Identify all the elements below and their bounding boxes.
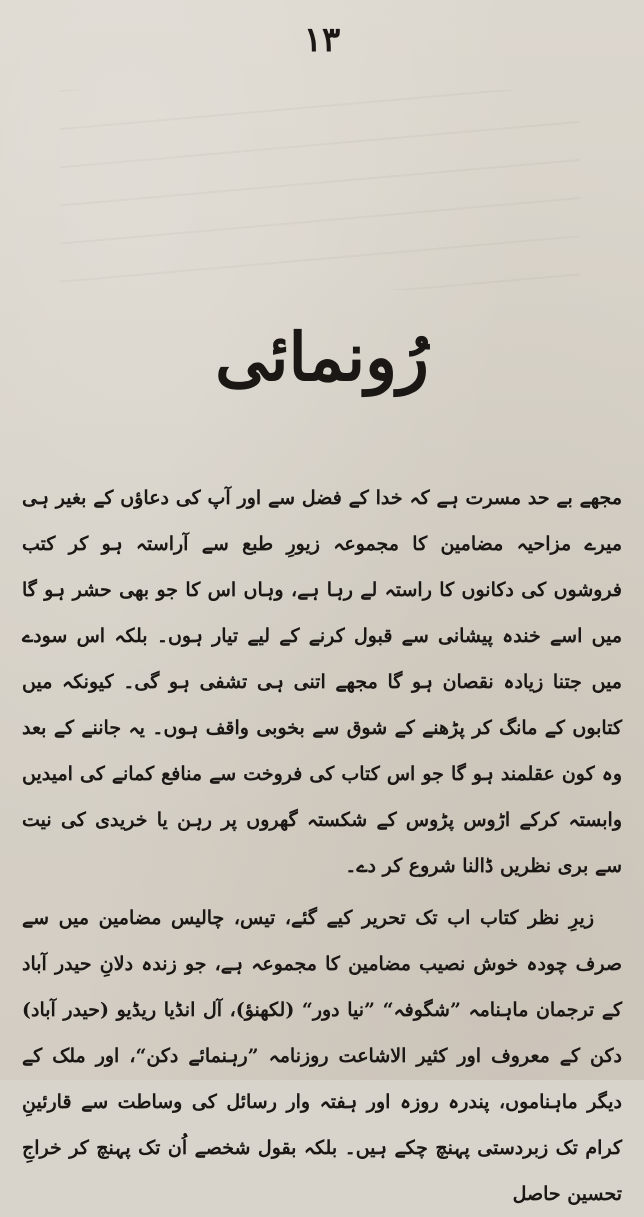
paragraph: زیرِ نظر کتاب اب تک تحریر کیے گئے، تیس، چالیس مضامین میں سے صرف چودہ خوش نصیب مضامین کا مجموعہ ہے، جو زندہ دلانِ حیدر آباد کے ترجمان ماہنامہ ”شگوفہ“ ”نیا دور“ (لکھنؤ)، آل انڈیا ریڈیو (حیدر آباد) دکن کے معروف اور کثیر الاشاعت روزنامہ ”رہنمائے دکن“، اور ملک کے دیگر ماہناموں، پندرہ روزہ اور ہفتہ وار رسائل کی وساطت سے قارئینِ کرام تک زبردستی پہنچ چکے ہیں۔ بلکہ بقول شخصے اُن تک پہنچ کر خراجِ تحسین حاصل [22,907,622,1205]
body-text [22,475,622,1217]
page-number: ١٣ [303,20,341,60]
page-title: رُونمائی [215,318,429,396]
paragraph: مجھے بے حد مسرت ہے کہ خدا کے فضل سے اور آپ کی دعاؤں کے بغیر ہی میرے مزاحیہ مضامین کا مجموعہ زیورِ طبع سے آراستہ ہو کر کتب فروشوں کی دکانوں کا راستہ لے رہا ہے، وہاں اس کا جو بھی حشر ہو گا میں اسے خندہ پیشانی سے قبول کرنے کے لیے تیار ہوں۔ بلکہ اس سودے میں جتنا زیادہ نقصان ہو گا مجھے اتنی ہی تشفی ہو گی۔ کیونکہ میں کتابوں کے مانگ کر پڑھنے کے شوق سے بخوبی واقف ہوں۔ یہ جاننے کے بعد وہ کون عقلمند ہو گا جو اس کتاب کی فروخت سے منافع کمانے کی امیدیں وابستہ کرکے اڑوس پڑوس کے شکستہ گھروں پر رہن یا خریدی کی نیت سے بری نظریں ڈالنا شروع کر دے۔ [22,487,622,877]
